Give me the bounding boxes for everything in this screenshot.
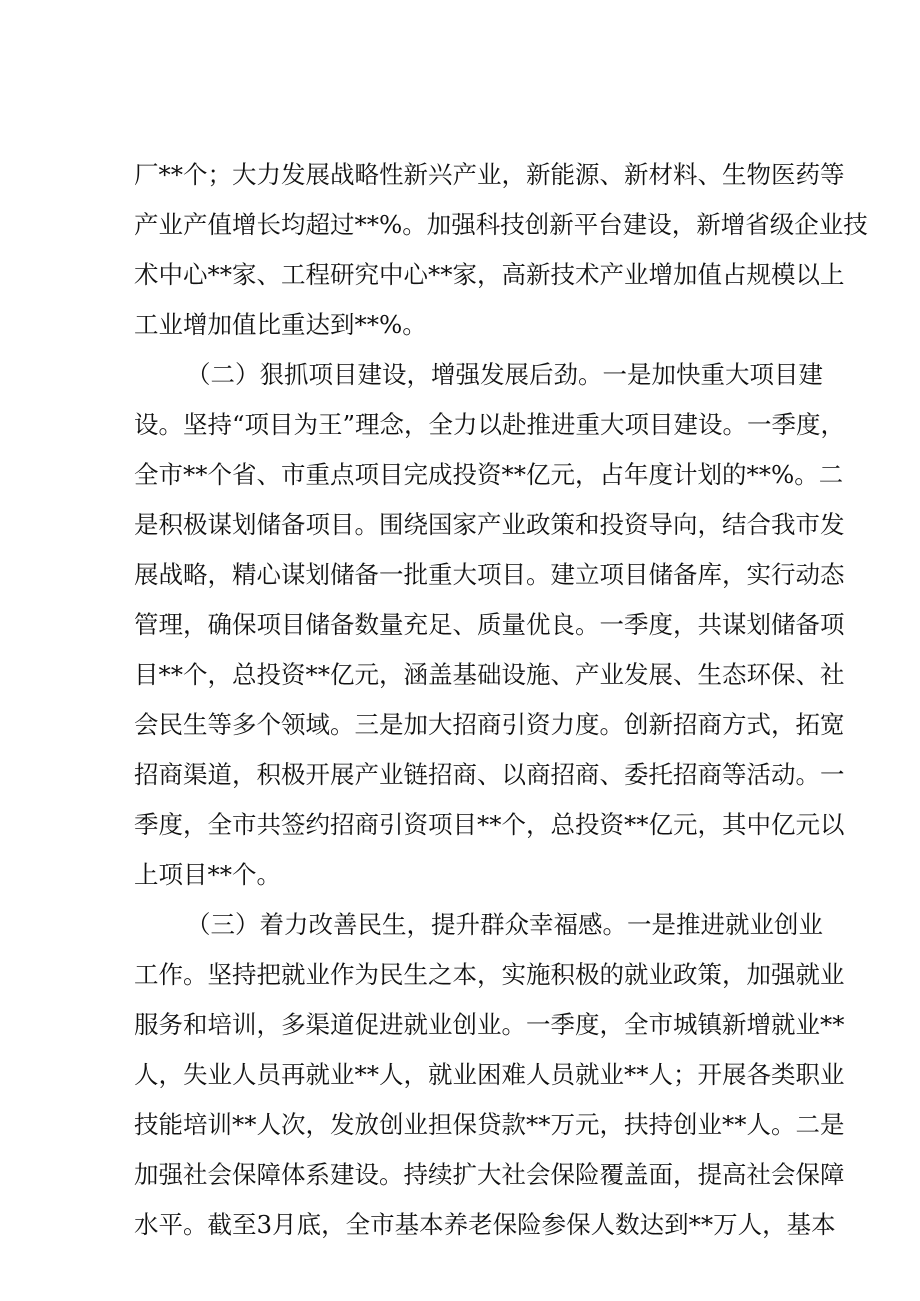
line-text: 水平。截至3月底，全市基本养老保险参保人数达到**万人，基本 [134, 1210, 836, 1239]
paragraph-line [0, 407, 920, 443]
line-text: 设。坚持“项目为王”理念，全力以赴推进重大项目建设。一季度， [134, 410, 846, 439]
line-text: 产业产值增长均超过**%。加强科技创新平台建设，新增省级企业技 [134, 210, 868, 239]
line-text: 技能培训**人次，发放创业担保贷款**万元，扶持创业**人。二是 [134, 1110, 845, 1139]
line-text: 管理，确保项目储备数量充足、质量优良。一季度，共谋划储备项 [134, 610, 845, 639]
paragraph-line [0, 157, 920, 193]
paragraph-line [0, 707, 920, 743]
line-text: 加强社会保障体系建设。持续扩大社会保险覆盖面，提高社会保障 [134, 1160, 845, 1189]
paragraph-line [0, 557, 920, 593]
paragraph-line [0, 507, 920, 543]
paragraph-line [0, 1007, 920, 1043]
line-text: 季度，全市共签约招商引资项目**个，总投资**亿元，其中亿元以 [134, 810, 845, 839]
paragraph-line [0, 807, 920, 843]
paragraph-line [0, 357, 920, 393]
paragraph-line [0, 1107, 920, 1143]
paragraph-line [0, 1057, 920, 1093]
paragraph-line [0, 457, 920, 493]
line-text: 目**个，总投资**亿元，涵盖基础设施、产业发展、生态环保、社 [134, 660, 845, 689]
paragraph-line [0, 207, 920, 243]
line-text: 厂**个；大力发展战略性新兴产业，新能源、新材料、生物医药等 [134, 160, 845, 189]
line-text: 是积极谋划储备项目。围绕国家产业政策和投资导向，结合我市发 [134, 510, 845, 539]
paragraph-line [0, 657, 920, 693]
line-text: 术中心**家、工程研究中心**家，高新技术产业增加值占规模以上 [134, 260, 845, 289]
line-text: 服务和培训，多渠道促进就业创业。一季度，全市城镇新增就业** [134, 1010, 845, 1039]
line-text: 工业增加值比重达到**%。 [134, 310, 427, 339]
line-text: 展战略，精心谋划储备一批重大项目。建立项目储备库，实行动态 [134, 560, 845, 589]
paragraph-line [0, 757, 920, 793]
paragraph-line [0, 607, 920, 643]
paragraph-line [0, 857, 920, 893]
paragraph-line [0, 957, 920, 993]
paragraph-line [0, 307, 920, 343]
heading-line-text: （二）狠抓项目建设，增强发展后劲。一是加快重大项目建 [186, 360, 823, 389]
paragraph-line [0, 907, 920, 943]
line-text: 全市**个省、市重点项目完成投资**亿元，占年度计划的**%。二 [134, 460, 844, 489]
line-text: 人，失业人员再就业**人，就业困难人员就业**人；开展各类职业 [134, 1060, 845, 1089]
line-text: 上项目**个。 [134, 860, 281, 889]
line-text: 工作。坚持把就业作为民生之本，实施积极的就业政策，加强就业 [134, 960, 845, 989]
paragraph-line [0, 1207, 920, 1243]
line-text: 招商渠道，积极开展产业链招商、以商招商、委托招商等活动。一 [134, 760, 845, 789]
heading-line-text: （三）着力改善民生，提升群众幸福感。一是推进就业创业 [186, 910, 823, 939]
paragraph-line [0, 1157, 920, 1193]
line-text: 会民生等多个领域。三是加大招商引资力度。创新招商方式，拓宽 [134, 710, 845, 739]
paragraph-line [0, 257, 920, 293]
